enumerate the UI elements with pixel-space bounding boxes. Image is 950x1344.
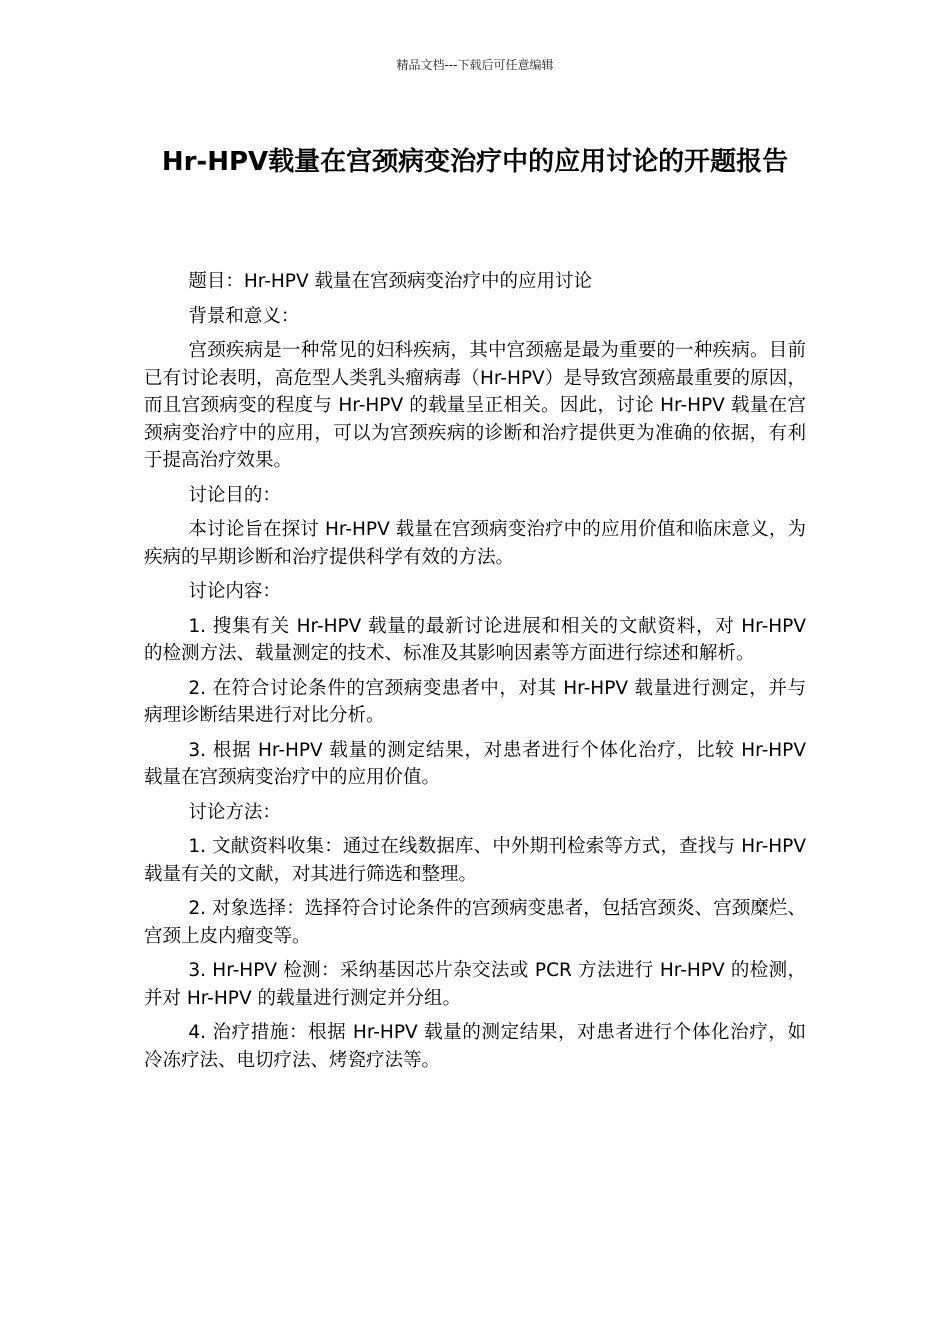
content-item-2: 2. 在符合讨论条件的宫颈病变患者中，对其 Hr-HPV 载量进行测定，并与病理诊断结果进行对比分析。 [144,677,806,726]
purpose-paragraph: 本讨论旨在探讨 Hr-HPV 载量在宫颈病变治疗中的应用价值和临床意义，为疾病的早期诊断和治疗提供科学有效的方法。 [144,519,806,568]
content-item-3: 3. 根据 Hr-HPV 载量的测定结果，对患者进行个体化治疗，比较 Hr-HPV 载量在宫颈病变治疗中的应用价值。 [144,739,806,788]
document-title: Hr-HPV载量在宫颈病变治疗中的应用讨论的开题报告 [161,147,789,177]
method-item-1: 1. 文献资料收集：通过在线数据库、中外期刊检索等方式，查找与 Hr-HPV 载量有关的文献，对其进行筛选和整理。 [144,836,806,885]
page-header-note: 精品文档---下载后可任意编辑 [396,58,554,72]
background-paragraph: 宫颈疾病是一种常见的妇科疾病，其中宫颈癌是最为重要的一种疾病。目前已有讨论表明，高危型人类乳头瘤病毒（Hr-HPV）是导致宫颈癌最重要的原因，而且宫颈病变的程度与 Hr-HPV 的载量呈正相关。因此，讨论 Hr-HPV 载量在宫颈病变治疗中的应用，可以为宫颈疾病的诊断和治疗提供更为准确的依据，有利于提高治疗效果。 [144,340,806,471]
section-heading-content: 讨论内容： [188,581,281,602]
content-item-1: 1. 搜集有关 Hr-HPV 载量的最新讨论进展和相关的文献资料，对 Hr-HPV 的检测方法、载量测定的技术、标准及其影响因素等方面进行综述和解析。 [144,615,806,664]
topic-paragraph: 题目：Hr-HPV 载量在宫颈病变治疗中的应用讨论 [188,271,593,292]
section-heading-purpose: 讨论目的： [188,484,281,506]
document-body [144,268,806,1081]
method-item-4: 4. 治疗措施：根据 Hr-HPV 载量的测定结果，对患者进行个体化治疗，如冷冻疗法、电切疗法、烤瓷疗法等。 [144,1022,806,1071]
section-heading-background: 背景和意义： [188,305,300,327]
method-item-3: 3. Hr-HPV 检测：采纳基因芯片杂交法或 PCR 方法进行 Hr-HPV 的检测，并对 Hr-HPV 的载量进行测定并分组。 [144,960,806,1009]
section-heading-methods: 讨论方法： [188,801,281,823]
method-item-2: 2. 对象选择：选择符合讨论条件的宫颈病变患者，包括宫颈炎、宫颈糜烂、宫颈上皮内瘤变等。 [144,898,806,947]
